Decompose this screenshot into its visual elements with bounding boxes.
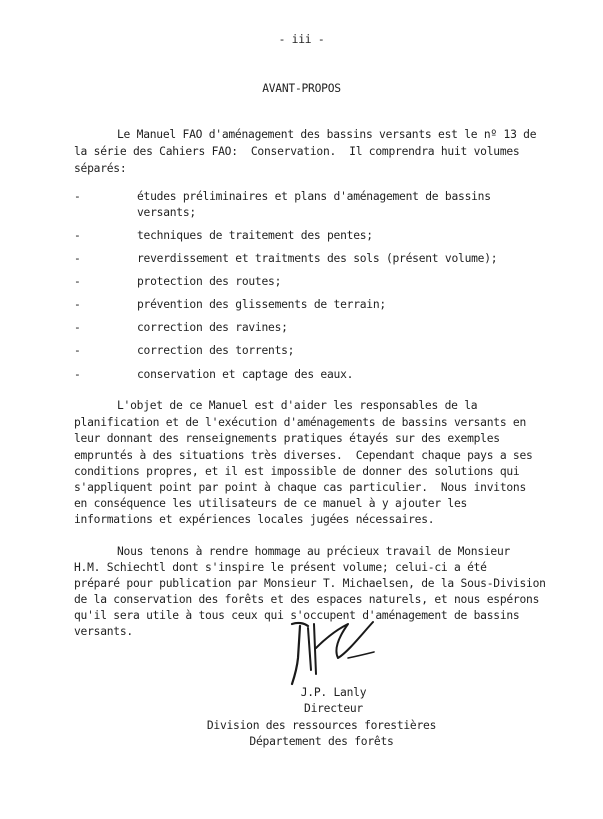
signatory-name: J.P. Lanly xyxy=(300,686,367,699)
body-line: informations et expériences locales jugées nécessaires. xyxy=(74,513,435,526)
intro-line: la série des Cahiers FAO: Conservation. Il comprendra huit volumes xyxy=(74,145,520,158)
bullet-mark: - xyxy=(74,321,81,334)
body-line: versants. xyxy=(74,625,133,638)
bullet-mark: - xyxy=(74,229,81,242)
body-line: qu'il sera utile à tous ceux qui s'occupent d'aménagement de bassins xyxy=(74,609,520,622)
list-item-text: correction des torrents; xyxy=(137,344,295,357)
list-item-text: reverdissement et traitments des sols (présent volume); xyxy=(137,252,498,265)
body-line: H.M. Schiechtl dont s'inspire le présent volume; celui-ci a été xyxy=(74,561,487,574)
handwritten-signature xyxy=(278,618,378,688)
signatory-department: Département des forêts xyxy=(249,735,394,748)
section-heading: AVANT-PROPOS xyxy=(262,82,341,95)
page-number: - iii - xyxy=(278,33,325,46)
body-line: de la conservation des forêts et des espaces naturels, et nous espérons xyxy=(74,593,540,606)
body-line: leur donnant des renseignements pratiques étayés sur des exemples xyxy=(74,432,500,445)
bullet-mark: - xyxy=(74,190,81,203)
signatory-title: Directeur xyxy=(304,702,363,715)
bullet-mark: - xyxy=(74,275,81,288)
body-line: en conséquence les utilisateurs de ce manuel à y ajouter les xyxy=(74,497,468,510)
bullet-mark: - xyxy=(74,252,81,265)
intro-line: séparés: xyxy=(74,162,127,175)
body-line: L'objet de ce Manuel est d'aider les responsables de la xyxy=(117,399,478,412)
list-item-text: techniques de traitement des pentes; xyxy=(137,229,373,242)
list-item-text: correction des ravines; xyxy=(137,321,288,334)
list-item-text: conservation et captage des eaux. xyxy=(137,368,354,381)
body-line: préparé pour publication par Monsieur T. Michaelsen, de la Sous-Division xyxy=(74,577,546,590)
body-line: empruntés à des situations très diverses. Cependant chaque pays a ses xyxy=(74,449,533,462)
body-line: planification et de l'exécution d'aménagements de bassins versants en xyxy=(74,416,527,429)
body-line: conditions propres, et il est impossible de donner des solutions qui xyxy=(74,465,520,478)
bullet-mark: - xyxy=(74,298,81,311)
signatory-division: Division des ressources forestières xyxy=(206,719,437,732)
intro-line: Le Manuel FAO d'aménagement des bassins versants est le nº 13 de xyxy=(117,128,537,141)
list-item-text: prévention des glissements de terrain; xyxy=(137,298,386,311)
list-item-text: protection des routes; xyxy=(137,275,282,288)
list-item-text: études préliminaires et plans d'aménagement de bassins xyxy=(137,190,491,203)
body-line: s'appliquent point par point à chaque cas particulier. Nous invitons xyxy=(74,481,527,494)
body-line: Nous tenons à rendre hommage au précieux travail de Monsieur xyxy=(117,545,511,558)
list-item-text: versants; xyxy=(137,206,196,219)
bullet-mark: - xyxy=(74,368,81,381)
bullet-mark: - xyxy=(74,344,81,357)
